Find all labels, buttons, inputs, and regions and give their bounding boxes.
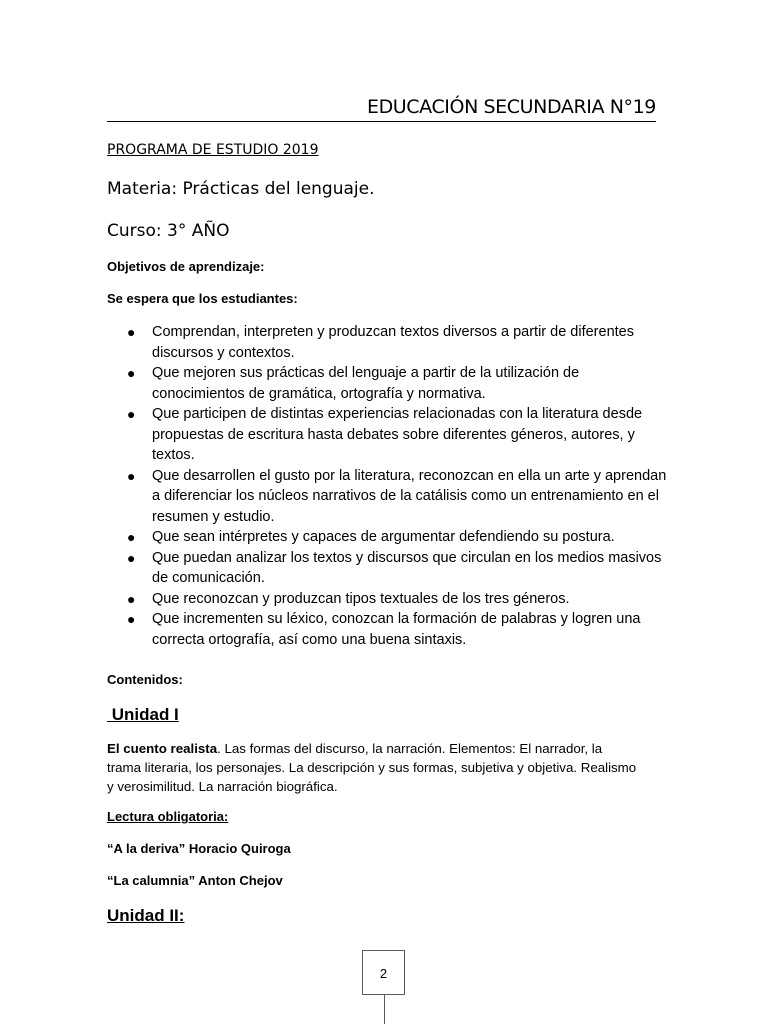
contents-heading: Contenidos: (107, 672, 183, 687)
bullet-icon: ● (127, 590, 136, 607)
objective-text: Que mejoren sus prácticas del lenguaje a partir de la utilización de conocimientos de gramática, ortografía y normativa. (152, 365, 580, 402)
objective-item (107, 548, 667, 589)
objective-text: Que reconozcan y produzcan tipos textuales de los tres géneros. (152, 590, 570, 607)
objectives-list (107, 322, 667, 650)
subject-line: Materia: Prácticas del lenguaje. (107, 179, 375, 199)
unit-one-topic: El cuento realista (107, 741, 218, 756)
objective-text: Que participen de distintas experiencias relacionadas con la literatura desde propuestas de escritura hasta debates sobre diferentes géneros, autores, y textos. (152, 406, 643, 463)
bullet-icon: ● (127, 467, 136, 484)
unit-one-body-text: . Las formas del discurso, la narración. Elementos: El narrador, la trama literaria, los personajes. La descripción y sus formas, subjetiva y objetiva. Realismo y verosimilitud. La narración biográfica. (107, 741, 637, 794)
objective-item (107, 527, 667, 548)
objective-item (107, 322, 667, 363)
objectives-heading: Objetivos de aprendizaje: (107, 259, 265, 274)
objective-item (107, 363, 667, 404)
reading-item: “La calumnia” Anton Chejov (107, 873, 283, 888)
objective-text: Que puedan analizar los textos y discursos que circulan en los medios masivos de comunicación. (152, 549, 662, 586)
school-name: EDUCACIÓN SECUNDARIA N°19 (366, 96, 656, 118)
unit-two-heading: Unidad II: (107, 906, 185, 925)
unit-one-description (107, 739, 637, 796)
required-reading-label: Lectura obligatoria: (107, 809, 229, 824)
objective-item (107, 404, 667, 466)
program-title: PROGRAMA DE ESTUDIO 2019 (107, 142, 319, 158)
objective-item (107, 466, 667, 528)
school-header (107, 93, 656, 122)
objective-item (107, 609, 667, 650)
bullet-icon: ● (127, 406, 136, 422)
course-line: Curso: 3° AÑO (107, 221, 230, 241)
bullet-icon: ● (127, 529, 136, 545)
unit-one-heading: Unidad I (107, 705, 179, 724)
objective-text: Que sean intérpretes y capaces de argumentar defendiendo su postura. (152, 529, 615, 545)
bullet-icon: ● (127, 365, 136, 381)
objective-item (107, 589, 667, 610)
footer-connector-line (384, 995, 385, 1024)
reading-item: “A la deriva” Horacio Quiroga (107, 841, 291, 856)
objective-text: Que incrementen su léxico, conozcan la formación de palabras y logren una correcta ortografía, así como una buena sintaxis. (152, 611, 641, 648)
bullet-icon: ● (127, 611, 136, 627)
objective-text: Que desarrollen el gusto por la literatura, reconozcan en ella un arte y aprendan a diferenciar los núcleos narrativos de la catálisis como un entrenamiento en el resumen y estudio. (152, 467, 667, 525)
bullet-icon: ● (127, 324, 136, 340)
bullet-icon: ● (127, 549, 136, 566)
page-number: 2 (362, 950, 405, 995)
objective-text: Comprendan, interpreten y produzcan textos diversos a partir de diferentes discursos y contextos. (152, 324, 634, 361)
objectives-intro: Se espera que los estudiantes: (107, 291, 298, 306)
